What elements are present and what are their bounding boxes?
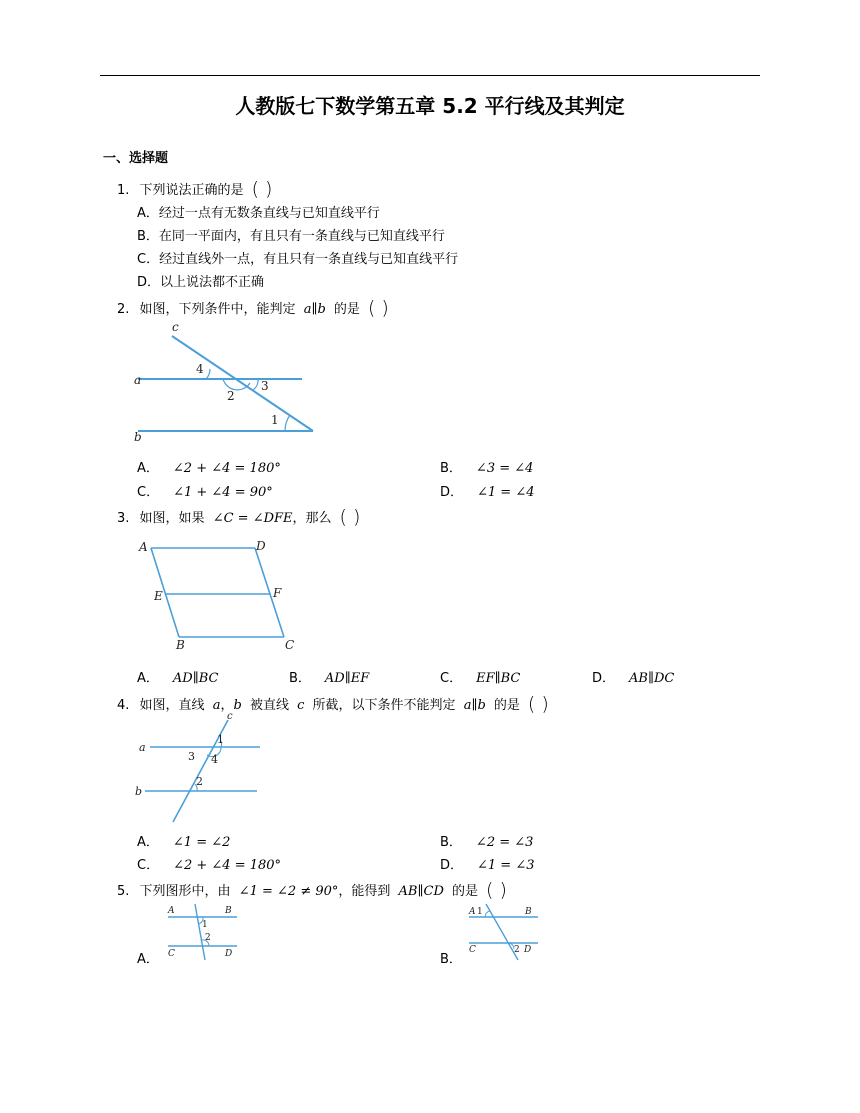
math-expression: ∠C = ∠DFE	[212, 511, 293, 526]
option-text: 以上说法都不正确	[160, 275, 265, 290]
option-text: ∠1 + ∠4 = 90°	[173, 485, 273, 500]
question-stem: 下列图形中，由	[139, 884, 231, 899]
question-stem: 如图，如果	[139, 511, 205, 526]
option-text: AB∥DC	[629, 671, 675, 686]
label-a: a	[139, 741, 146, 754]
label-a: a	[134, 373, 142, 387]
q4-option-b[interactable]	[440, 831, 533, 850]
q2-option-c[interactable]	[137, 481, 273, 500]
option-text: ∠2 = ∠3	[475, 835, 534, 850]
label-B: B	[176, 638, 185, 652]
question-stem: 所截，以下条件不能判定	[312, 698, 456, 713]
q1-option-a[interactable]	[137, 202, 380, 221]
option-text: ∠1 = ∠3	[477, 858, 535, 873]
option-key: C．	[440, 671, 463, 686]
math-var: b	[233, 698, 242, 713]
q4-option-c[interactable]	[137, 854, 281, 873]
option-key: D．	[592, 671, 616, 686]
q3-option-d[interactable]	[592, 667, 674, 686]
option-key: B．	[440, 461, 462, 476]
option-text: ∠1 = ∠4	[477, 485, 535, 500]
option-key: B．	[137, 229, 159, 244]
option-text: ∠3 = ∠4	[475, 461, 534, 476]
question-stem: 被直线	[249, 698, 289, 713]
question-stem: 下列说法正确的是	[139, 183, 244, 198]
question-stem: 的是	[493, 698, 520, 713]
answer-bracket: ( )	[527, 693, 549, 715]
label-C: C	[168, 949, 175, 959]
option-key: D．	[440, 485, 464, 500]
question-1	[117, 177, 272, 199]
label-b: b	[134, 430, 142, 444]
option-key: C．	[137, 485, 160, 500]
label-1: 1	[217, 733, 224, 746]
option-key: C．	[137, 858, 160, 873]
question-number: 5.	[117, 884, 130, 899]
math-var: a	[212, 698, 221, 713]
q4-option-a[interactable]	[137, 831, 230, 850]
option-key: A．	[137, 206, 159, 221]
question-3	[117, 505, 360, 527]
q3-option-b[interactable]	[289, 667, 369, 686]
label-2: 2	[196, 775, 203, 788]
line-c	[172, 336, 313, 431]
math-expression: ∠1 = ∠2 ≠ 90°	[238, 884, 339, 899]
q4-option-d[interactable]	[440, 854, 535, 873]
option-key: C．	[137, 252, 160, 267]
option-text: EF∥BC	[476, 671, 521, 686]
q2-figure	[130, 322, 330, 448]
q5-option-b-figure	[466, 902, 541, 962]
question-stem: ，	[220, 698, 234, 713]
label-c: c	[172, 320, 179, 334]
option-text: AD∥BC	[172, 671, 219, 686]
question-number: 3.	[117, 511, 130, 526]
option-text: 经过直线外一点，有且只有一条直线与已知直线平行	[159, 252, 459, 267]
label-C: C	[285, 638, 295, 652]
option-text: ∠2 + ∠4 = 180°	[173, 858, 282, 873]
math-expression: AB∥CD	[398, 884, 444, 899]
label-D: D	[524, 945, 532, 955]
label-2: 2	[205, 933, 211, 943]
option-key: A．	[137, 835, 159, 850]
label-A: A	[168, 906, 175, 916]
angle-arc-1	[285, 415, 290, 431]
q2-option-d[interactable]	[440, 481, 535, 500]
label-4: 4	[196, 362, 204, 376]
q2-option-a[interactable]	[137, 457, 281, 476]
q1-option-c[interactable]	[137, 248, 458, 267]
q2-option-b[interactable]	[440, 457, 533, 476]
label-A: A	[139, 540, 148, 554]
option-key: B．	[440, 835, 462, 850]
answer-bracket: ( )	[486, 879, 507, 901]
angle-arc-4	[206, 369, 210, 379]
q3-figure	[135, 536, 305, 656]
angle-arc-3	[253, 379, 258, 390]
answer-bracket: ( )	[251, 178, 273, 200]
q3-option-a[interactable]	[137, 667, 218, 686]
section-heading: 一、选择题	[103, 151, 169, 166]
option-text: 经过一点有无数条直线与已知直线平行	[158, 206, 380, 221]
label-C: C	[469, 945, 476, 955]
option-text: ∠2 + ∠4 = 180°	[172, 461, 281, 476]
math-expression: a∥b	[463, 698, 486, 713]
option-key: A．	[137, 461, 159, 476]
q5-option-b[interactable]	[440, 948, 462, 967]
label-E: E	[154, 589, 163, 603]
q4-figure	[133, 710, 268, 825]
option-key: A．	[137, 671, 159, 686]
question-stem: 如图，直线	[139, 698, 205, 713]
question-2	[117, 296, 389, 318]
option-text: AD∥EF	[324, 671, 370, 686]
label-4: 4	[211, 753, 218, 766]
question-stem: 的是	[333, 302, 360, 317]
q1-option-b[interactable]	[137, 225, 445, 244]
label-1: 1	[271, 413, 279, 427]
label-b: b	[135, 785, 143, 798]
label-3: 3	[188, 750, 195, 763]
transversal	[195, 904, 205, 960]
option-key: D．	[440, 858, 464, 873]
page-title: 人教版七下数学第五章 5.2 平行线及其判定	[235, 94, 625, 118]
option-key: B．	[289, 671, 311, 686]
option-key: A．	[137, 952, 159, 967]
question-5	[117, 878, 507, 900]
option-key: B．	[440, 952, 462, 967]
q1-option-d[interactable]	[137, 271, 264, 290]
option-text: 在同一平面内，有且只有一条直线与已知直线平行	[158, 229, 445, 244]
question-stem: ，那么	[292, 511, 332, 526]
question-stem: ，能得到	[338, 884, 391, 899]
label-F: F	[273, 586, 282, 600]
option-key: D．	[137, 275, 161, 290]
header-rule	[100, 75, 760, 76]
question-stem: 的是	[452, 884, 479, 899]
q5-option-a[interactable]	[137, 948, 159, 967]
label-B: B	[525, 907, 532, 917]
math-expression: a∥b	[303, 302, 326, 317]
answer-bracket: ( )	[367, 297, 389, 319]
label-D: D	[256, 539, 266, 553]
label-2: 2	[227, 389, 235, 403]
label-3: 3	[261, 379, 269, 393]
answer-bracket: ( )	[339, 506, 361, 528]
q5-option-a-figure	[165, 902, 240, 962]
angle-arc-1	[485, 911, 490, 917]
label-1: 1	[202, 920, 208, 930]
label-1: 1	[477, 907, 483, 917]
label-A: A	[469, 907, 476, 917]
question-stem: 如图，下列条件中，能判定	[139, 302, 296, 317]
q3-option-c[interactable]	[440, 667, 520, 686]
math-var: c	[297, 698, 305, 713]
label-B: B	[225, 906, 232, 916]
label-c: c	[227, 711, 233, 722]
question-number: 4.	[117, 698, 130, 713]
question-number: 1.	[117, 183, 130, 198]
label-2: 2	[514, 945, 520, 955]
question-number: 2.	[117, 302, 130, 317]
label-D: D	[225, 949, 233, 959]
option-text: ∠1 = ∠2	[172, 835, 231, 850]
